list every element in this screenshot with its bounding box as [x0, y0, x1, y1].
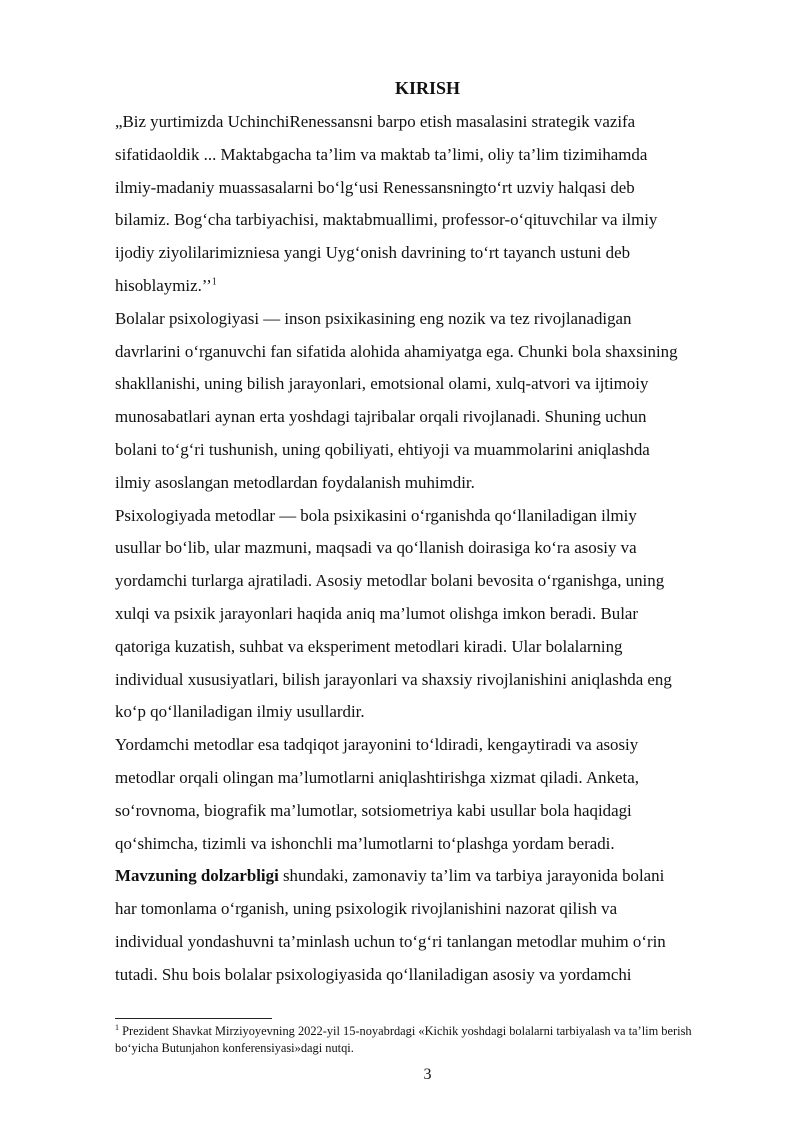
text-line	[115, 860, 733, 893]
text-line: usullar bo‘lib, ular mazmuni, maqsadi va qo‘llanish doirasiga ko‘ra asosiy va	[115, 538, 637, 558]
text-line: yordamchi turlarga ajratiladi. Asosiy metodlar bolani bevosita o‘rganishga, uning	[115, 571, 665, 591]
text-line: davrlarini o‘rganuvchi fan sifatida alohida ahamiyatga ega. Chunki bola shaxsining	[115, 341, 678, 361]
text-line: sifatidaoldik ... Maktabgacha ta’lim va maktab ta’limi, oliy ta’lim tizimihamda	[115, 144, 648, 164]
text-run: shundaki, zamonaviy ta’lim va tarbiya jarayonida bolani	[278, 866, 665, 886]
footnote-line: bo‘yicha Butunjahon konferensiyasi»dagi nutqi.	[115, 1041, 354, 1055]
text-line: individual yondashuvni ta’minlash uchun to‘g‘ri tanlangan metodlar muhim o‘rin	[115, 931, 666, 951]
text-line: metodlar orqali olingan ma’lumotlarni aniqlashtirishga xizmat qiladi. Anketa,	[115, 767, 639, 787]
text-line: qo‘shimcha, tizimli va ishonchli ma’lumotlarni to‘plashga yordam beradi.	[115, 833, 615, 853]
text-line: so‘rovnoma, biografik ma’lumotlar, sotsiometriya kabi usullar bola haqidagi	[115, 800, 632, 820]
footnote-line	[115, 1023, 755, 1040]
text-line: Yordamchi metodlar esa tadqiqot jarayonini to‘ldiradi, kengaytiradi va asosiy	[115, 735, 639, 755]
text-line: bilamiz. Bog‘cha tarbiyachisi, maktabmuallimi, professor-o‘qituvchilar va ilmiy	[115, 210, 658, 230]
page-number: 3	[423, 1066, 432, 1083]
text-line: munosabatlari aynan erta yoshdagi tajribalar orqali rivojlanadi. Shuning uchun	[115, 407, 647, 427]
text-line: „Biz yurtimizda UchinchiRenessansni barpo etish masalasini strategik vazifa	[115, 112, 636, 131]
footnote-text: Prezident Shavkat Mirziyoyevning 2022-yil 15-noyabrdagi «Kichik yoshdagi bolalarni tarbiyalash va ta’lim berish	[119, 1024, 692, 1038]
text-line: tutadi. Shu bois bolalar psixologiyasida qo‘llaniladigan asosiy va yordamchi	[115, 964, 632, 984]
text-line	[115, 270, 733, 303]
text-line: ilmiy-madaniy muassasalarni bo‘lg‘usi Renessansningto‘rt uzviy halqasi deb	[115, 177, 635, 197]
paragraph-2	[115, 500, 733, 730]
body-text	[115, 106, 733, 992]
text-line: bolani to‘g‘ri tushunish, uning qobiliyati, ehtiyoji va muammolarini aniqlashda	[115, 439, 650, 459]
text-line: xulqi va psixik jarayonlari haqida aniq ma’lumot olishga imkon beradi. Bular	[115, 603, 639, 623]
text-line: har tomonlama o‘rganish, uning psixologik rivojlanishini nazorat qilish va	[115, 899, 618, 919]
footnote	[115, 1023, 755, 1057]
footnote-reference[interactable]: 1	[211, 276, 217, 288]
paragraph-3	[115, 729, 733, 860]
text-line: shakllanishi, uning bilish jarayonlari, emotsional olami, xulq-atvori va ijtimoiy	[115, 374, 649, 394]
text-line: ijodiy ziyolilarimizniesa yangi Uyg‘onish davrining to‘rt tayanch ustuni deb	[115, 243, 631, 263]
footnote-separator	[115, 1018, 272, 1019]
text-line: Psixologiyada metodlar — bola psixikasini o‘rganishda qo‘llaniladigan ilmiy	[115, 505, 637, 525]
quote-paragraph	[115, 106, 733, 303]
paragraph-4	[115, 860, 733, 991]
text-line: Bolalar psixologiyasi — inson psixikasining eng nozik va tez rivojlanadigan	[115, 308, 632, 328]
section-heading: KIRISH	[394, 78, 461, 98]
footnote-mark: 1	[115, 1022, 119, 1032]
text-line: ko‘p qo‘llaniladigan ilmiy usullardir.	[115, 702, 365, 722]
paragraph-1	[115, 303, 733, 500]
text-line: qatoriga kuzatish, suhbat va eksperiment metodlari kiradi. Ular bolalarning	[115, 636, 623, 656]
text-line: ilmiy asoslangan metodlardan foydalanish muhimdir.	[115, 472, 475, 492]
quote-last-line: hisoblaymiz.’’	[115, 275, 212, 295]
text-line: individual xususiyatlari, bilish jarayonlari va shaxsiy rivojlanishini aniqlashda eng	[115, 669, 672, 689]
bold-term: Mavzuning dolzarbligi	[115, 866, 279, 886]
